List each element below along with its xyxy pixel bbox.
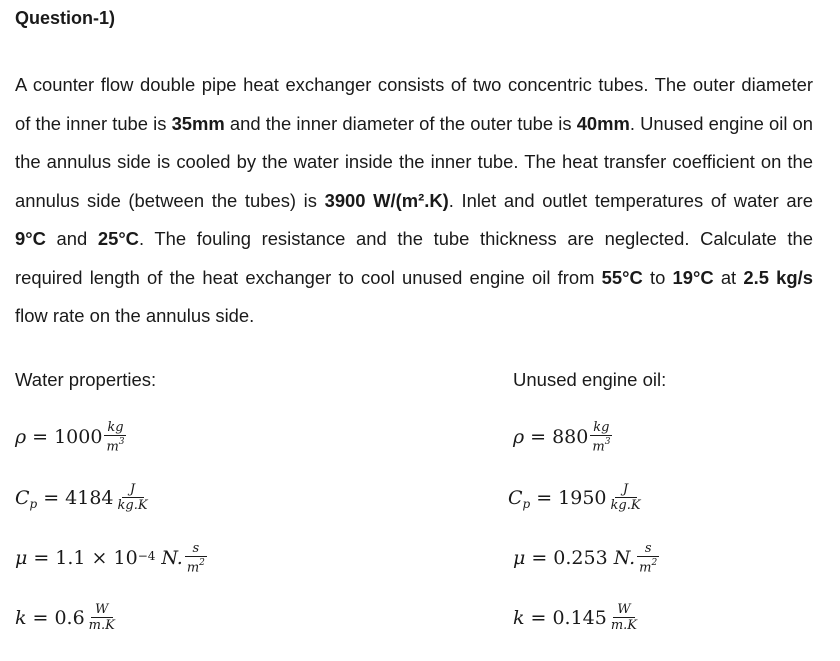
- unit-numerator: kg: [590, 420, 612, 436]
- water-density-value: 1000: [54, 426, 103, 449]
- statement-text: and the inner diameter of the outer tube is: [224, 112, 577, 134]
- conductivity-symbol: k: [15, 606, 27, 629]
- water-viscosity-exponent: −4: [137, 549, 156, 564]
- statement-text: temperatures of water are: [594, 189, 813, 211]
- equals-sign: =: [43, 486, 60, 509]
- unit-numerator: kg: [104, 420, 126, 436]
- bold-value: 3900 W/(m².K): [324, 189, 449, 211]
- water-cp-equation: [15, 482, 150, 513]
- statement-text: at: [713, 266, 744, 288]
- unit-denominator: kg.K: [610, 498, 641, 513]
- oil-density-equation: [513, 420, 612, 454]
- statement-text: to: [642, 266, 673, 288]
- statement-text: engine oil on the annulus side is cooled by the water inside the inner tube. The heat transfer: [15, 112, 813, 172]
- viscosity-unit: [637, 541, 659, 575]
- density-unit: [590, 420, 612, 454]
- equals-sign: =: [33, 547, 50, 570]
- statement-text: neglected. Calculate the required length of the heat exchanger to cool unused engine oil from: [15, 228, 813, 288]
- statement-text: flow rate on the annulus side.: [15, 305, 255, 326]
- unit-numerator: W: [613, 602, 635, 618]
- statement-text: . Inlet and outlet: [448, 189, 588, 211]
- unit-denominator: $m^2$: [639, 558, 658, 576]
- oil-cp-value: 1950: [558, 486, 607, 509]
- oil-conductivity-equation: [513, 602, 639, 633]
- unit-numerator: J: [615, 482, 637, 498]
- water-density-equation: [15, 420, 127, 454]
- unit-denominator: $m^2$: [186, 558, 205, 576]
- statement-text: . The fouling resistance and the tube thickness are: [138, 228, 594, 249]
- water-properties-title: Water properties:: [15, 369, 157, 390]
- oil-viscosity-equation: [513, 541, 659, 575]
- oil-density-value: 880: [552, 426, 589, 449]
- equals-sign: =: [536, 486, 553, 509]
- cp-subscript: p: [29, 496, 38, 511]
- water-cp-value: 4184: [65, 486, 114, 509]
- statement-text: coefficient on the annulus side (between the tubes) is: [15, 151, 813, 211]
- equals-sign: =: [32, 606, 49, 629]
- water-conductivity-equation: [15, 602, 117, 633]
- conductivity-unit: [87, 602, 117, 633]
- unit-denominator: m.K: [610, 618, 638, 633]
- cp-unit: [116, 482, 150, 513]
- equals-sign: =: [530, 426, 547, 449]
- unit-prefix: N.: [161, 547, 183, 570]
- bold-value: 55°C: [601, 266, 643, 288]
- bold-value: 19°C: [672, 266, 714, 288]
- unit-numerator: W: [91, 602, 113, 618]
- cp-unit: [609, 482, 643, 513]
- density-symbol: ρ: [15, 426, 27, 449]
- oil-viscosity-value: 0.253: [553, 547, 608, 570]
- water-viscosity-value: 1.1 × 10: [55, 547, 138, 570]
- water-conductivity-value: 0.6: [54, 606, 85, 629]
- bold-value: 2.5 kg/s: [743, 266, 813, 288]
- unit-numerator: J: [122, 482, 144, 498]
- conductivity-unit: [609, 602, 639, 633]
- viscosity-symbol: μ: [15, 547, 28, 570]
- unit-denominator: kg.K: [117, 498, 148, 513]
- unit-numerator: s: [637, 541, 659, 557]
- oil-cp-equation: [508, 482, 643, 513]
- oil-properties-title: Unused engine oil:: [513, 369, 667, 390]
- unit-numerator: s: [185, 541, 207, 557]
- bold-value: 9°C: [15, 228, 46, 249]
- oil-conductivity-value: 0.145: [552, 606, 607, 629]
- cp-subscript: p: [522, 496, 531, 511]
- unit-denominator: m.K: [88, 618, 115, 633]
- statement-text: and: [45, 228, 98, 249]
- statement-text: . Unused: [629, 112, 704, 134]
- viscosity-symbol: μ: [513, 547, 526, 570]
- bold-value: 25°C: [97, 228, 139, 249]
- equals-sign: =: [32, 426, 49, 449]
- density-unit: [104, 420, 126, 454]
- bold-value: 35mm: [171, 112, 225, 134]
- problem-statement: [15, 66, 813, 336]
- equals-sign: =: [530, 606, 547, 629]
- cp-symbol: C: [508, 486, 523, 509]
- water-viscosity-equation: [15, 541, 207, 575]
- equals-sign: =: [531, 547, 548, 570]
- unit-prefix: N.: [613, 547, 636, 570]
- viscosity-unit: [185, 541, 207, 575]
- unit-denominator: $m^3$: [106, 437, 125, 455]
- cp-symbol: C: [15, 486, 30, 509]
- bold-value: 40mm: [576, 112, 630, 134]
- unit-denominator: $m^3$: [592, 437, 611, 455]
- question-heading: Question-1): [15, 8, 116, 28]
- statement-text: diameter of the inner tube is: [15, 74, 813, 134]
- statement-text: A counter flow double pipe heat exchanger consists of two concentric tubes. The outer: [15, 74, 735, 95]
- conductivity-symbol: k: [513, 606, 525, 629]
- density-symbol: ρ: [513, 426, 525, 449]
